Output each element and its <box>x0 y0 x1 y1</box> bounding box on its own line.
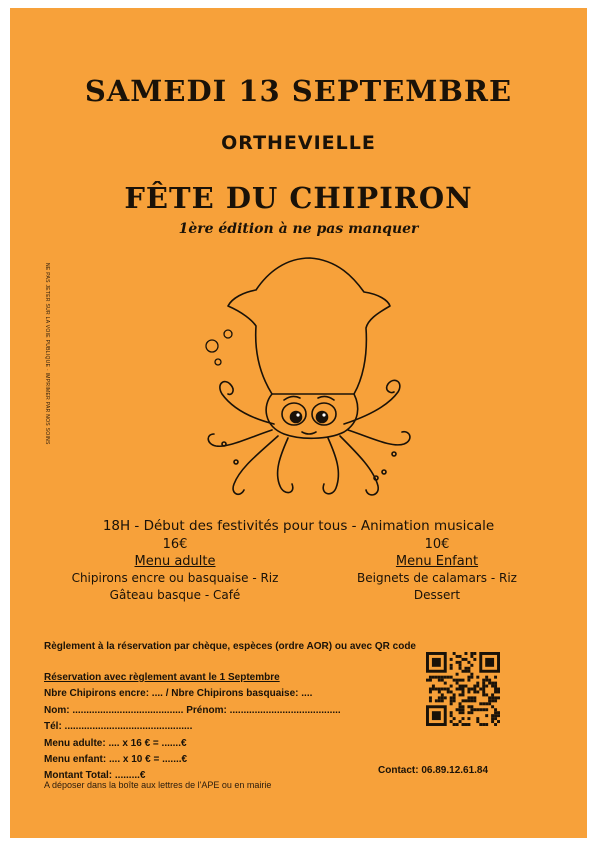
program-line: 18H - Début des festivités pour tous - Animation musicale <box>102 518 495 534</box>
kids-menu-line: Beignets de calamars - Riz <box>357 571 517 585</box>
flyer-sheet <box>10 8 587 838</box>
reservation-form <box>44 670 364 785</box>
adult-menu-title: Menu adulte <box>134 554 216 569</box>
adult-menu-price: 16€ <box>162 537 188 552</box>
kids-menu <box>317 536 557 604</box>
contact-phone: Contact: 06.89.12.61.84 <box>378 765 489 776</box>
event-subtitle: 1ère édition à ne pas manquer <box>178 221 419 237</box>
event-date: SAMEDI 13 SEPTEMBRE <box>84 74 513 108</box>
adult-menu-line: Gâteau basque - Café <box>109 588 241 602</box>
squid-illustration-icon <box>188 248 428 508</box>
event-title: FÊTE DU CHIPIRON <box>124 181 473 215</box>
kids-menu-title: Menu Enfant <box>395 554 479 569</box>
adult-menu-field: Menu adulte: .... x 16 € = .......€ <box>44 737 187 749</box>
chipirons-count-field: Nbre Chipirons encre: .... / Nbre Chipirons basquaise: .... <box>44 688 313 700</box>
phone-field: Tél: .............................................. <box>44 721 193 733</box>
adult-menu-line: Chipirons encre ou basquaise - Riz <box>71 571 279 585</box>
deposit-note: A déposer dans la boîte aux lettres de l'APE ou en mairie <box>44 780 272 790</box>
side-note: NE PAS JETER SUR LA VOIE PUBLIQUE · IMPRIMER PAR NOS SOINS <box>44 263 50 445</box>
adult-menu <box>55 536 295 604</box>
reservation-deadline: Réservation avec règlement avant le 1 Septembre <box>44 672 280 683</box>
payment-info: Règlement à la réservation par chèque, espèces (ordre AOR) ou avec QR code <box>44 641 416 652</box>
qr-code-icon <box>426 652 500 726</box>
kids-menu-line: Dessert <box>413 588 461 602</box>
kids-menu-field: Menu enfant: .... x 10 € = .......€ <box>44 754 188 766</box>
kids-menu-price: 10€ <box>424 537 450 552</box>
total-field: Montant Total: .........€ <box>44 770 146 782</box>
event-town: ORTHEVIELLE <box>221 132 376 154</box>
name-field: Nom: ........................................ Prénom: ........................................ <box>44 704 341 716</box>
